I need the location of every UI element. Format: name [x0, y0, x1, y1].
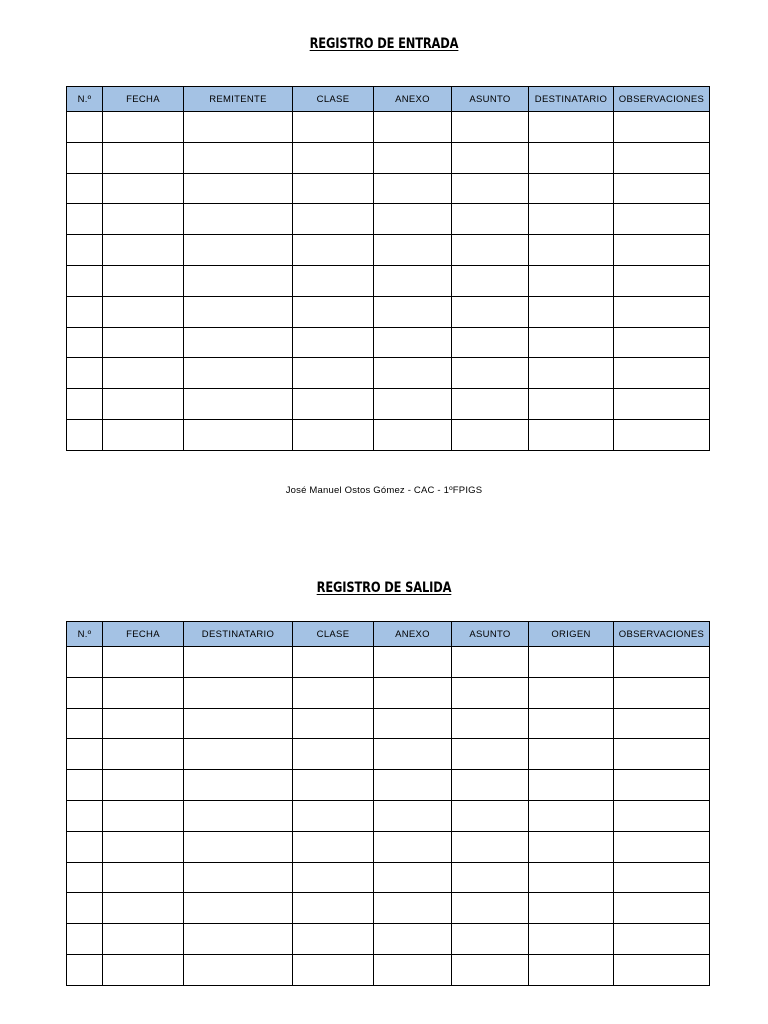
table-cell: [452, 419, 529, 450]
table-cell: [293, 112, 374, 143]
table-cell: [452, 142, 529, 173]
table-cell: [293, 358, 374, 389]
table-cell: [67, 647, 103, 678]
table-cell: [529, 862, 614, 893]
salida-table: [66, 621, 710, 986]
table-row: [67, 419, 710, 450]
table-cell: [67, 893, 103, 924]
table-cell: [293, 265, 374, 296]
table-cell: [374, 296, 452, 327]
table-cell: [452, 770, 529, 801]
table-cell: [184, 327, 293, 358]
table-cell: [529, 235, 614, 266]
table-cell: [374, 265, 452, 296]
table-row: [67, 327, 710, 358]
table-cell: [293, 296, 374, 327]
table-cell: [67, 204, 103, 235]
table-cell: [184, 204, 293, 235]
table-cell: [452, 204, 529, 235]
table-cell: [529, 954, 614, 985]
table-cell: [67, 112, 103, 143]
table-cell: [529, 173, 614, 204]
table-cell: [374, 831, 452, 862]
table-row: [67, 954, 710, 985]
table-cell: [452, 296, 529, 327]
table-cell: [374, 389, 452, 420]
table-cell: [293, 739, 374, 770]
table-cell: [452, 358, 529, 389]
table-cell: [293, 389, 374, 420]
table-cell: [614, 800, 710, 831]
table-cell: [529, 112, 614, 143]
table-cell: [293, 204, 374, 235]
table-cell: [529, 265, 614, 296]
table-cell: [103, 739, 184, 770]
table-cell: [374, 358, 452, 389]
table-row: [67, 800, 710, 831]
table-cell: [614, 235, 710, 266]
table-cell: [67, 419, 103, 450]
table-row: [67, 358, 710, 389]
table-cell: [67, 800, 103, 831]
table-cell: [452, 647, 529, 678]
table-cell: [452, 862, 529, 893]
table-cell: [374, 893, 452, 924]
table-cell: [184, 954, 293, 985]
table-cell: [184, 708, 293, 739]
table-cell: [67, 862, 103, 893]
table-cell: [67, 389, 103, 420]
table-cell: [103, 296, 184, 327]
table-cell: [103, 389, 184, 420]
table-row: [67, 389, 710, 420]
entrada-column-header: FECHA: [103, 87, 184, 112]
table-cell: [67, 142, 103, 173]
table-cell: [103, 862, 184, 893]
salida-header-row: [67, 622, 710, 647]
table-cell: [103, 924, 184, 955]
table-cell: [374, 112, 452, 143]
table-cell: [103, 647, 184, 678]
table-cell: [103, 677, 184, 708]
table-cell: [293, 235, 374, 266]
table-cell: [67, 173, 103, 204]
table-cell: [529, 647, 614, 678]
table-row: [67, 647, 710, 678]
entrada-table: [66, 86, 710, 451]
table-cell: [293, 954, 374, 985]
table-cell: [103, 708, 184, 739]
table-cell: [529, 770, 614, 801]
table-cell: [67, 924, 103, 955]
table-cell: [184, 800, 293, 831]
table-row: [67, 708, 710, 739]
table-cell: [529, 419, 614, 450]
table-cell: [374, 327, 452, 358]
table-cell: [452, 893, 529, 924]
table-cell: [529, 800, 614, 831]
salida-column-header: ASUNTO: [452, 622, 529, 647]
table-cell: [374, 677, 452, 708]
table-cell: [103, 265, 184, 296]
salida-column-header: ORIGEN: [529, 622, 614, 647]
salida-column-header: DESTINATARIO: [184, 622, 293, 647]
table-cell: [184, 296, 293, 327]
table-cell: [614, 893, 710, 924]
table-cell: [184, 142, 293, 173]
table-cell: [452, 327, 529, 358]
table-cell: [293, 770, 374, 801]
table-cell: [374, 142, 452, 173]
table-cell: [293, 831, 374, 862]
table-cell: [293, 419, 374, 450]
table-cell: [184, 862, 293, 893]
table-cell: [374, 862, 452, 893]
table-cell: [529, 893, 614, 924]
table-row: [67, 862, 710, 893]
table-cell: [614, 142, 710, 173]
table-cell: [529, 389, 614, 420]
entrada-column-header: DESTINATARIO: [529, 87, 614, 112]
table-cell: [67, 358, 103, 389]
table-cell: [614, 862, 710, 893]
salida-column-header: OBSERVACIONES: [614, 622, 710, 647]
author-footer: José Manuel Ostos Gómez - CAC - 1ºFPIGS: [285, 485, 483, 496]
table-cell: [614, 739, 710, 770]
salida-column-header: FECHA: [103, 622, 184, 647]
table-cell: [374, 770, 452, 801]
table-cell: [452, 924, 529, 955]
table-cell: [184, 677, 293, 708]
table-cell: [452, 831, 529, 862]
table-cell: [452, 389, 529, 420]
table-cell: [293, 142, 374, 173]
table-cell: [374, 204, 452, 235]
entrada-column-header: OBSERVACIONES: [614, 87, 710, 112]
table-row: [67, 924, 710, 955]
table-cell: [614, 419, 710, 450]
table-cell: [529, 924, 614, 955]
table-cell: [293, 677, 374, 708]
table-cell: [184, 389, 293, 420]
table-cell: [452, 112, 529, 143]
table-cell: [614, 677, 710, 708]
table-cell: [184, 893, 293, 924]
table-cell: [103, 358, 184, 389]
table-cell: [184, 419, 293, 450]
table-cell: [374, 954, 452, 985]
table-cell: [67, 770, 103, 801]
table-cell: [452, 235, 529, 266]
table-cell: [529, 358, 614, 389]
table-cell: [529, 327, 614, 358]
table-cell: [614, 327, 710, 358]
table-row: [67, 831, 710, 862]
table-cell: [67, 677, 103, 708]
table-cell: [184, 173, 293, 204]
salida-column-header: N.º: [67, 622, 103, 647]
table-cell: [184, 358, 293, 389]
table-cell: [103, 327, 184, 358]
table-cell: [529, 204, 614, 235]
table-row: [67, 739, 710, 770]
table-cell: [452, 265, 529, 296]
table-cell: [293, 647, 374, 678]
table-cell: [614, 770, 710, 801]
table-cell: [529, 739, 614, 770]
table-cell: [614, 204, 710, 235]
table-cell: [614, 647, 710, 678]
table-cell: [529, 831, 614, 862]
table-cell: [184, 112, 293, 143]
table-cell: [614, 173, 710, 204]
table-cell: [67, 954, 103, 985]
salida-column-header: ANEXO: [374, 622, 452, 647]
entrada-column-header: ASUNTO: [452, 87, 529, 112]
table-row: [67, 296, 710, 327]
table-cell: [67, 235, 103, 266]
table-cell: [614, 296, 710, 327]
table-cell: [293, 708, 374, 739]
table-cell: [184, 739, 293, 770]
table-cell: [103, 770, 184, 801]
table-cell: [293, 893, 374, 924]
table-cell: [293, 327, 374, 358]
table-row: [67, 235, 710, 266]
table-cell: [184, 924, 293, 955]
table-row: [67, 142, 710, 173]
table-cell: [67, 831, 103, 862]
table-cell: [184, 265, 293, 296]
table-cell: [452, 800, 529, 831]
salida-column-header: CLASE: [293, 622, 374, 647]
entrada-column-header: ANEXO: [374, 87, 452, 112]
table-cell: [293, 924, 374, 955]
table-cell: [67, 708, 103, 739]
table-cell: [374, 173, 452, 204]
table-cell: [529, 708, 614, 739]
table-row: [67, 265, 710, 296]
entrada-column-header: N.º: [67, 87, 103, 112]
table-cell: [184, 770, 293, 801]
table-cell: [67, 739, 103, 770]
table-cell: [614, 358, 710, 389]
salida-body: [67, 647, 710, 986]
table-cell: [184, 647, 293, 678]
table-cell: [529, 677, 614, 708]
table-cell: [374, 924, 452, 955]
table-row: [67, 204, 710, 235]
table-cell: [67, 327, 103, 358]
table-cell: [614, 112, 710, 143]
table-cell: [103, 419, 184, 450]
salida-title: REGISTRO DE SALIDA: [316, 580, 452, 596]
table-cell: [103, 142, 184, 173]
table-cell: [184, 235, 293, 266]
table-cell: [293, 173, 374, 204]
table-cell: [452, 954, 529, 985]
table-row: [67, 677, 710, 708]
table-cell: [529, 142, 614, 173]
table-cell: [614, 265, 710, 296]
table-cell: [452, 739, 529, 770]
table-cell: [614, 924, 710, 955]
entrada-header-row: [67, 87, 710, 112]
table-row: [67, 173, 710, 204]
table-cell: [452, 173, 529, 204]
table-cell: [374, 647, 452, 678]
table-cell: [103, 204, 184, 235]
table-cell: [103, 893, 184, 924]
table-cell: [103, 112, 184, 143]
table-cell: [67, 265, 103, 296]
table-cell: [67, 296, 103, 327]
table-cell: [374, 800, 452, 831]
table-cell: [293, 862, 374, 893]
table-cell: [614, 389, 710, 420]
table-cell: [614, 954, 710, 985]
table-cell: [103, 235, 184, 266]
table-cell: [374, 739, 452, 770]
table-cell: [374, 419, 452, 450]
entrada-body: [67, 112, 710, 451]
table-row: [67, 893, 710, 924]
entrada-title: REGISTRO DE ENTRADA: [309, 36, 459, 52]
table-cell: [103, 173, 184, 204]
table-row: [67, 770, 710, 801]
table-cell: [184, 831, 293, 862]
table-cell: [529, 296, 614, 327]
table-cell: [103, 800, 184, 831]
table-row: [67, 112, 710, 143]
table-cell: [374, 235, 452, 266]
entrada-column-header: REMITENTE: [184, 87, 293, 112]
table-cell: [452, 677, 529, 708]
table-cell: [614, 831, 710, 862]
entrada-column-header: CLASE: [293, 87, 374, 112]
table-cell: [452, 708, 529, 739]
table-cell: [293, 800, 374, 831]
table-cell: [614, 708, 710, 739]
table-cell: [374, 708, 452, 739]
table-cell: [103, 954, 184, 985]
table-cell: [103, 831, 184, 862]
